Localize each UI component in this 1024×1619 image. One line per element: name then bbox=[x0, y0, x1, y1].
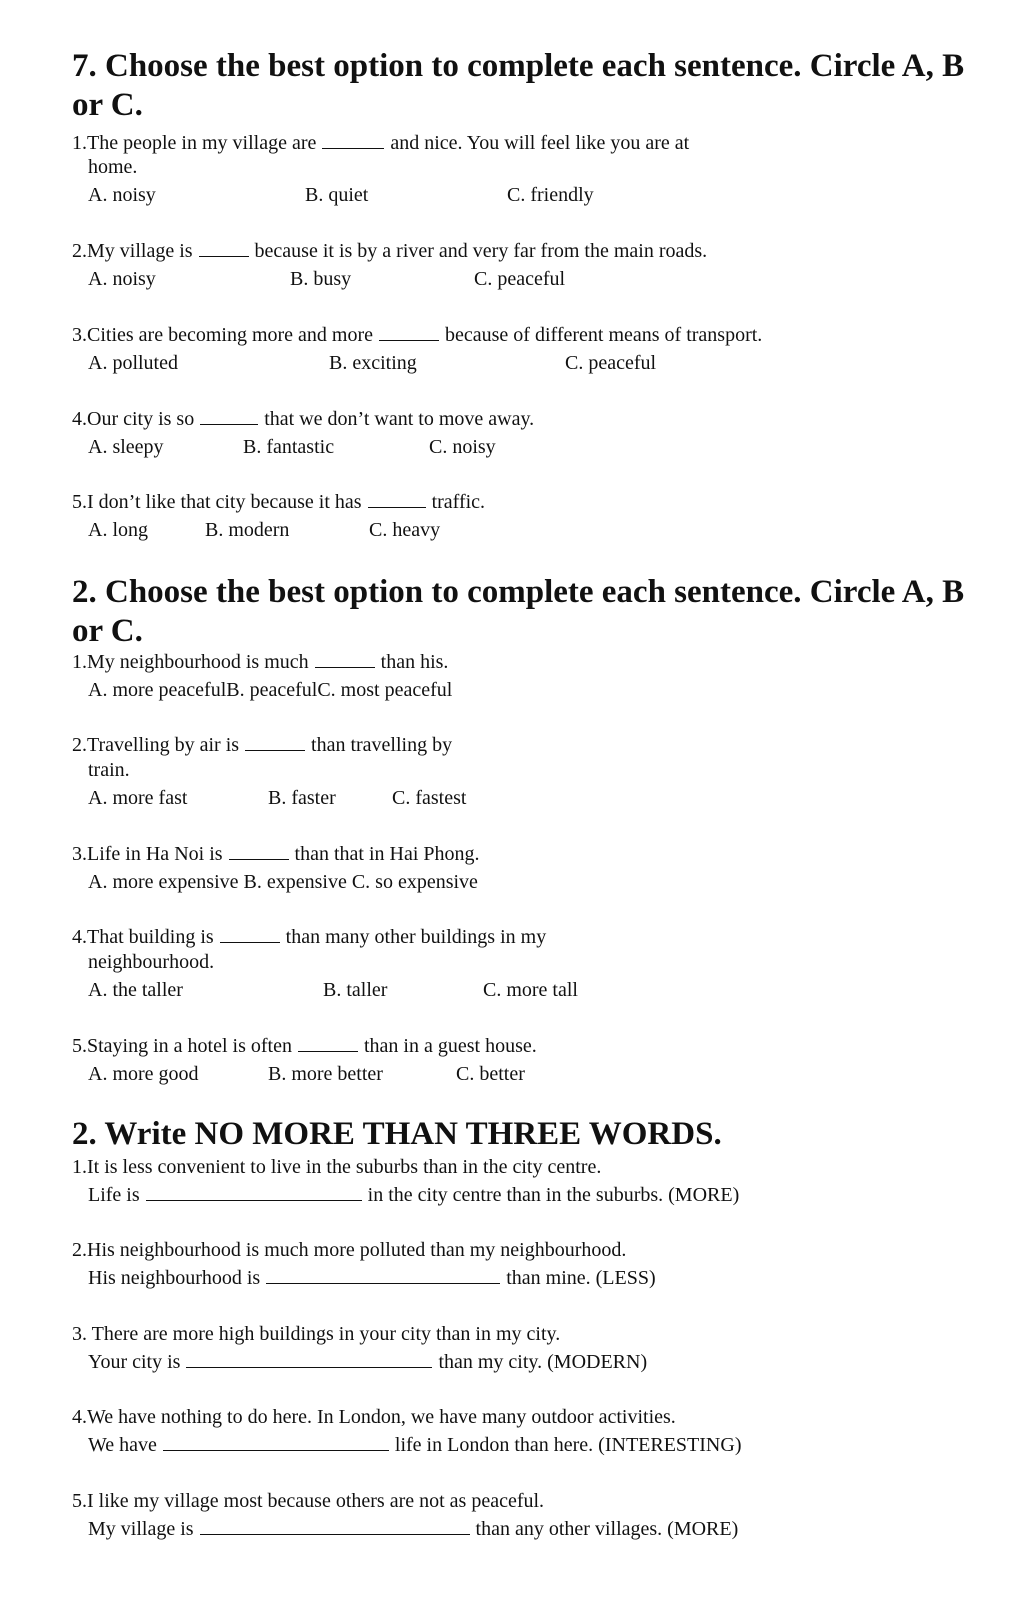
s2-q1-options[interactable]: A. more peacefulB. peacefulC. most peaceful bbox=[88, 679, 453, 701]
s1-q3-option-b[interactable]: B. exciting bbox=[329, 352, 417, 374]
s1-q1-option-a[interactable]: A. noisy bbox=[88, 184, 156, 206]
s1-q2-sentence: 2.My village is because it is by a river and very far from the main roads. bbox=[72, 240, 708, 262]
s1-q3-sentence: 3.Cities are becoming more and more because of different means of transport. bbox=[72, 324, 763, 346]
s1-q1-option-b[interactable]: B. quiet bbox=[305, 184, 369, 206]
s1-q1-option-c[interactable]: C. friendly bbox=[507, 184, 594, 206]
s2-q5-option-c[interactable]: C. better bbox=[456, 1063, 525, 1085]
s2-q4-option-a[interactable]: A. the taller bbox=[88, 979, 183, 1001]
answer-blank[interactable] bbox=[163, 1433, 389, 1451]
s2-q4-sentence: 4.That building is than many other buildings in my bbox=[72, 926, 547, 948]
s1-q5-option-a[interactable]: A. long bbox=[88, 519, 148, 541]
s1-q4-option-c[interactable]: C. noisy bbox=[429, 436, 496, 458]
s1-q5-option-b[interactable]: B. modern bbox=[205, 519, 290, 541]
s3-q3-prompt: 3. There are more high buildings in your city than in my city. bbox=[72, 1323, 561, 1345]
section-3-heading: 2. Write NO MORE THAN THREE WORDS. bbox=[72, 1116, 722, 1152]
s2-q1-sentence: 1.My neighbourhood is much than his. bbox=[72, 651, 449, 673]
s3-q3-answer-line: Your city is than my city. (MODERN) bbox=[88, 1351, 648, 1373]
answer-blank[interactable] bbox=[146, 1183, 362, 1201]
s2-q5-option-a[interactable]: A. more good bbox=[88, 1063, 199, 1085]
s3-q5-prompt: 5.I like my village most because others are not as peaceful. bbox=[72, 1490, 545, 1512]
answer-blank[interactable] bbox=[200, 1517, 470, 1535]
answer-blank[interactable] bbox=[379, 323, 439, 341]
s3-q2-prompt: 2.His neighbourhood is much more polluted than my neighbourhood. bbox=[72, 1239, 627, 1261]
answer-blank[interactable] bbox=[368, 490, 426, 508]
section-2-heading: 2. Choose the best option to complete each sentence. Circle A, B or C. bbox=[72, 574, 965, 649]
s1-q2-option-c[interactable]: C. peaceful bbox=[474, 268, 566, 290]
s1-q5-sentence: 5.I don’t like that city because it has traffic. bbox=[72, 491, 486, 513]
s1-q1-continuation: home. bbox=[88, 156, 138, 178]
s3-q1-prompt: 1.It is less convenient to live in the suburbs than in the city centre. bbox=[72, 1156, 602, 1178]
answer-blank[interactable] bbox=[245, 733, 305, 751]
s2-q2-option-b[interactable]: B. faster bbox=[268, 787, 336, 809]
s2-q2-option-a[interactable]: A. more fast bbox=[88, 787, 188, 809]
s1-q3-option-c[interactable]: C. peaceful bbox=[565, 352, 657, 374]
s2-q2-sentence: 2.Travelling by air is than travelling by bbox=[72, 734, 453, 756]
answer-blank[interactable] bbox=[266, 1266, 500, 1284]
answer-blank[interactable] bbox=[220, 925, 280, 943]
s2-q5-option-b[interactable]: B. more better bbox=[268, 1063, 383, 1085]
s3-q2-answer-line: His neighbourhood is than mine. (LESS) bbox=[88, 1267, 656, 1289]
answer-blank[interactable] bbox=[229, 842, 289, 860]
s3-q4-answer-line: We have life in London than here. (INTERESTING) bbox=[88, 1434, 742, 1456]
s2-q4-option-b[interactable]: B. taller bbox=[323, 979, 388, 1001]
s2-q4-option-c[interactable]: C. more tall bbox=[483, 979, 578, 1001]
s1-q2-option-b[interactable]: B. busy bbox=[290, 268, 352, 290]
answer-blank[interactable] bbox=[200, 407, 258, 425]
s2-q2-option-c[interactable]: C. fastest bbox=[392, 787, 467, 809]
s1-q4-option-a[interactable]: A. sleepy bbox=[88, 436, 164, 458]
s1-q5-option-c[interactable]: C. heavy bbox=[369, 519, 441, 541]
s1-q1-sentence: 1.The people in my village are and nice. You will feel like you are at bbox=[72, 132, 690, 154]
s2-q5-sentence: 5.Staying in a hotel is often than in a guest house. bbox=[72, 1035, 537, 1057]
answer-blank[interactable] bbox=[199, 239, 249, 257]
s2-q3-sentence: 3.Life in Ha Noi is than that in Hai Phong. bbox=[72, 843, 480, 865]
s1-q2-option-a[interactable]: A. noisy bbox=[88, 268, 156, 290]
answer-blank[interactable] bbox=[186, 1350, 432, 1368]
answer-blank[interactable] bbox=[322, 131, 384, 149]
s1-q3-option-a[interactable]: A. polluted bbox=[88, 352, 178, 374]
answer-blank[interactable] bbox=[298, 1034, 358, 1052]
s2-q2-continuation: train. bbox=[88, 759, 130, 781]
s1-q4-sentence: 4.Our city is so that we don’t want to move away. bbox=[72, 408, 535, 430]
answer-blank[interactable] bbox=[315, 650, 375, 668]
s3-q5-answer-line: My village is than any other villages. (MORE) bbox=[88, 1518, 739, 1540]
s3-q4-prompt: 4.We have nothing to do here. In London, we have many outdoor activities. bbox=[72, 1406, 676, 1428]
section-1-heading: 7. Choose the best option to complete each sentence. Circle A, B or C. bbox=[72, 48, 965, 123]
s2-q3-options[interactable]: A. more expensive B. expensive C. so expensive bbox=[88, 871, 478, 893]
s3-q1-answer-line: Life is in the city centre than in the suburbs. (MORE) bbox=[88, 1184, 740, 1206]
s2-q4-continuation: neighbourhood. bbox=[88, 951, 215, 973]
s1-q4-option-b[interactable]: B. fantastic bbox=[243, 436, 335, 458]
